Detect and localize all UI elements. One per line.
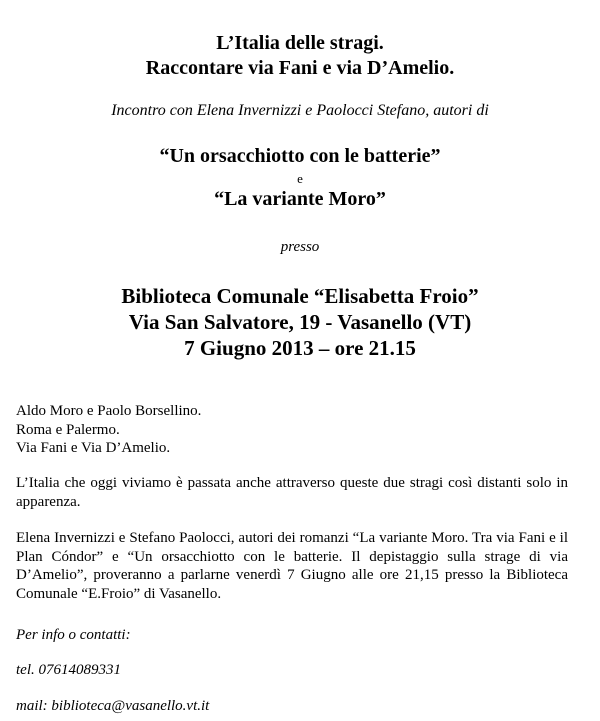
conjunction: e	[297, 171, 303, 186]
title-line-2: Raccontare via Fani e via D’Amelio.	[145, 57, 455, 79]
event-date-time: 7 Giugno 2013 – ore 21.15	[184, 336, 416, 360]
presso-label: presso	[280, 239, 320, 255]
intro-lines	[16, 402, 568, 458]
paragraph-2	[16, 529, 568, 603]
contact-phone: tel. 07614089331	[16, 662, 121, 678]
venue-address: Via San Salvatore, 19 - Vasanello (VT)	[128, 310, 472, 334]
intro-line: Via Fani e Via D’Amelio.	[16, 440, 171, 456]
book-title-2: “La variante Moro”	[214, 188, 386, 210]
intro-text: Incontro con Elena Invernizzi e Paolocci Stefano, autori di	[111, 102, 489, 119]
venue-name: Biblioteca Comunale “Elisabetta Froio”	[121, 284, 479, 308]
title-line-1: L’Italia delle stragi.	[216, 32, 384, 54]
book-title-1: “Un orsacchiotto con le batterie”	[159, 145, 441, 167]
paragraph-1-text: L’Italia che oggi viviamo è passata anche attraverso queste due stragi così distanti solo in apparenza.	[16, 475, 568, 510]
intro-line: Roma e Palermo.	[16, 421, 120, 438]
paragraph-1	[16, 474, 568, 511]
intro-line: Aldo Moro e Paolo Borsellino.	[16, 403, 202, 419]
contact-info-label: Per info o contatti:	[16, 627, 131, 643]
contact-email: mail: biblioteca@vasanello.vt.it	[16, 698, 210, 714]
paragraph-2-text: Elena Invernizzi e Stefano Paolocci, autori dei romanzi “La variante Moro. Tra via Fani e il Plan Cóndor” e “Un orsacchiotto con le batterie. Il depistaggio sulla strage di via D’Amelio”, proveranno a parlarne venerdì 7 Giugno alle ore 21,15 presso la Biblioteca Comunale “E.Froio” di Vasanello.	[16, 530, 568, 602]
